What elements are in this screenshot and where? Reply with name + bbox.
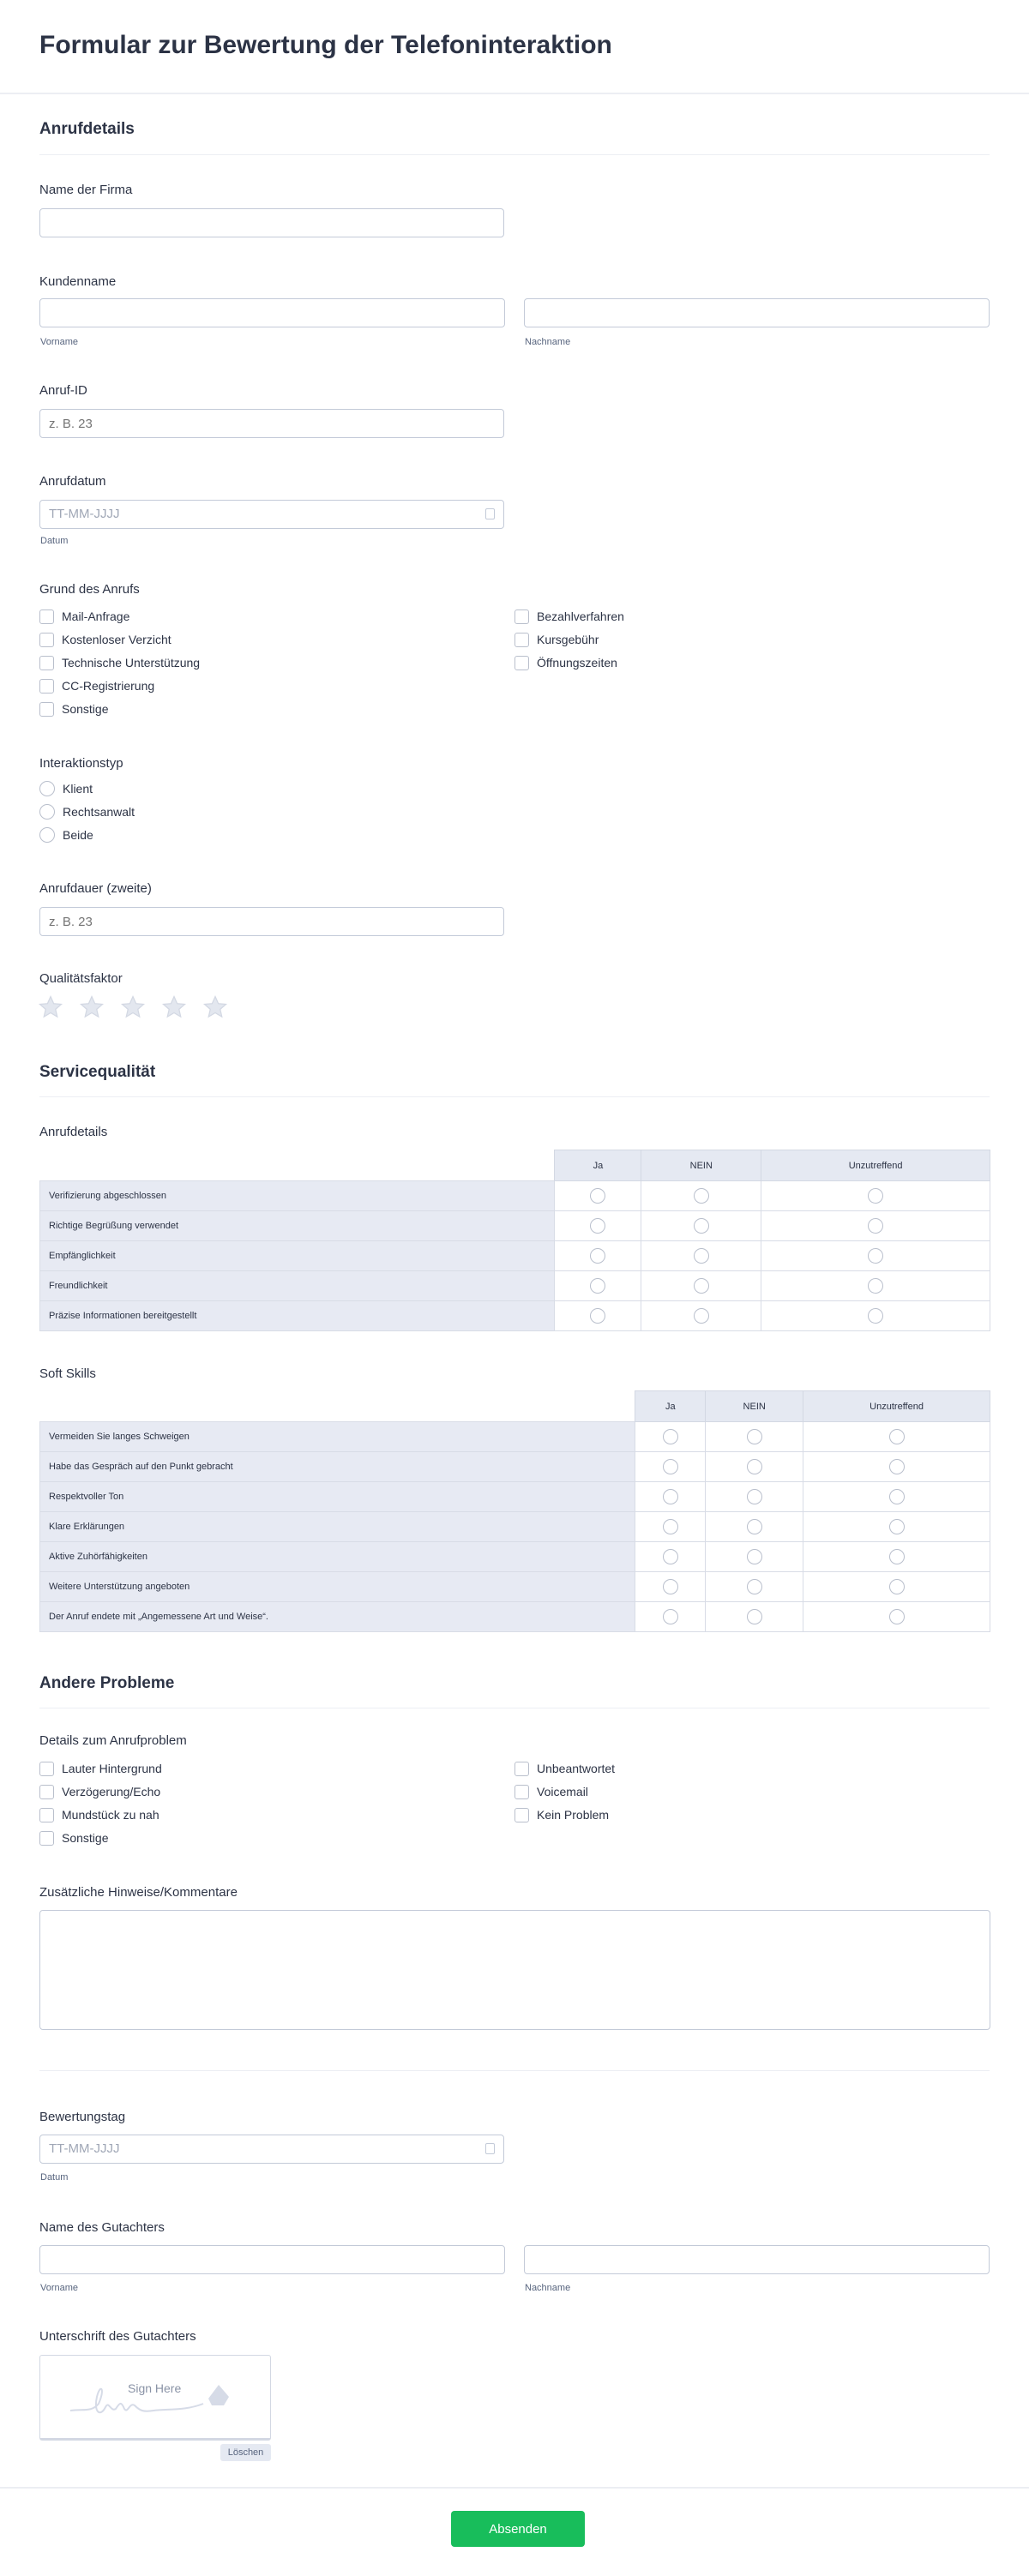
calendar-icon[interactable] — [485, 508, 495, 519]
radio[interactable] — [889, 1579, 905, 1594]
option-label: Kein Problem — [537, 1808, 610, 1822]
matrix-cell[interactable] — [706, 1422, 803, 1452]
option-label: Öffnungszeiten — [537, 656, 617, 670]
header-divider — [0, 93, 1029, 94]
star-icon[interactable] — [38, 994, 63, 1024]
radio-option[interactable] — [39, 803, 135, 820]
radio[interactable] — [694, 1308, 709, 1324]
option-label: Verzögerung/Echo — [62, 1785, 161, 1798]
checkbox-option[interactable] — [39, 700, 200, 718]
matrix-row-label: Vermeiden Sie langes Schweigen — [40, 1422, 635, 1452]
issues-label: Details zum Anrufproblem — [39, 1733, 187, 1748]
divider — [39, 2070, 990, 2071]
matrix-cell[interactable] — [635, 1542, 706, 1572]
matrix-row — [40, 1211, 990, 1241]
option-label: Klient — [63, 782, 93, 796]
radio[interactable] — [889, 1609, 905, 1624]
radio[interactable] — [747, 1489, 762, 1504]
matrix-row — [40, 1542, 990, 1572]
section-heading-call-details: Anrufdetails — [39, 120, 135, 138]
checkbox[interactable] — [39, 1808, 54, 1822]
radio[interactable] — [663, 1549, 678, 1564]
matrix-row-label: Aktive Zuhörfähigkeiten — [40, 1542, 635, 1572]
option-label: Mundstück zu nah — [62, 1808, 159, 1822]
radio[interactable] — [590, 1218, 605, 1234]
matrix-row-label: Habe das Gespräch auf den Punkt gebracht — [40, 1452, 635, 1482]
matrix-cell[interactable] — [803, 1542, 990, 1572]
option-label: Unbeantwortet — [537, 1762, 616, 1775]
matrix-cell[interactable] — [555, 1241, 641, 1271]
radio[interactable] — [889, 1519, 905, 1534]
call-date-input[interactable] — [39, 500, 504, 529]
issue-options-left — [39, 1760, 162, 1846]
radio[interactable] — [663, 1519, 678, 1534]
matrix1-label: Anrufdetails — [39, 1125, 108, 1139]
option-label: Lauter Hintergrund — [62, 1762, 162, 1775]
checkbox[interactable] — [514, 609, 529, 624]
checkbox-option[interactable] — [39, 1760, 162, 1777]
checkbox[interactable] — [39, 656, 54, 670]
matrix-cell[interactable] — [641, 1301, 761, 1331]
option-label: Sonstige — [62, 1831, 109, 1845]
matrix-row — [40, 1512, 990, 1542]
matrix-row — [40, 1181, 990, 1211]
checkbox[interactable] — [514, 656, 529, 670]
option-label: Bezahlverfahren — [537, 609, 624, 623]
matrix-row-label: Empfänglichkeit — [40, 1241, 555, 1271]
reason-options-left — [39, 608, 200, 718]
customer-first-name-input[interactable] — [39, 298, 505, 327]
matrix-column-header: Ja — [635, 1391, 706, 1422]
matrix2-label: Soft Skills — [39, 1366, 96, 1381]
matrix-row-label: Verifizierung abgeschlossen — [40, 1181, 555, 1211]
page-title: Formular zur Bewertung der Telefoninteraktion — [39, 31, 612, 59]
date-sublabel: Datum — [40, 2172, 69, 2183]
company-input[interactable] — [39, 208, 504, 237]
option-label: Technische Unterstützung — [62, 656, 201, 670]
signature-pad[interactable] — [39, 2355, 271, 2441]
checkbox[interactable] — [514, 1762, 529, 1776]
matrix-cell[interactable] — [706, 1542, 803, 1572]
section-heading-service-quality: Servicequalität — [39, 1063, 156, 1081]
star-icon[interactable] — [202, 994, 228, 1024]
matrix-row — [40, 1602, 990, 1632]
matrix-cell[interactable] — [803, 1512, 990, 1542]
divider — [39, 154, 990, 155]
matrix-cell[interactable] — [635, 1452, 706, 1482]
matrix-cell[interactable] — [635, 1602, 706, 1632]
issue-options-right — [514, 1760, 615, 1823]
signature-scribble-icon — [66, 2380, 250, 2418]
evaluator-first-name-input[interactable] — [39, 2245, 505, 2274]
reason-label: Grund des Anrufs — [39, 582, 140, 597]
evaluation-date-input[interactable] — [39, 2135, 504, 2164]
star-icon[interactable] — [120, 994, 146, 1024]
signature-label: Unterschrift des Gutachters — [39, 2329, 196, 2344]
radio[interactable] — [868, 1278, 883, 1294]
divider — [39, 1096, 990, 1097]
checkbox-option[interactable] — [39, 654, 200, 671]
matrix-row-label: Respektvoller Ton — [40, 1482, 635, 1512]
matrix-cell[interactable] — [706, 1602, 803, 1632]
customer-last-name-input[interactable] — [524, 298, 990, 327]
checkbox[interactable] — [39, 679, 54, 694]
radio[interactable] — [590, 1308, 605, 1324]
matrix-cell[interactable] — [641, 1181, 761, 1211]
matrix-cell[interactable] — [555, 1211, 641, 1241]
matrix-cell[interactable] — [803, 1602, 990, 1632]
radio[interactable] — [694, 1218, 709, 1234]
radio[interactable] — [747, 1549, 762, 1564]
option-label: Sonstige — [62, 702, 109, 716]
radio[interactable] — [747, 1429, 762, 1444]
radio[interactable] — [868, 1188, 883, 1204]
matrix-corner — [40, 1150, 555, 1181]
matrix-cell[interactable] — [803, 1482, 990, 1512]
matrix-cell[interactable] — [635, 1512, 706, 1542]
option-label: Voicemail — [537, 1785, 588, 1798]
matrix-cell[interactable] — [706, 1572, 803, 1602]
matrix-cell[interactable] — [635, 1572, 706, 1602]
matrix-column-header: Ja — [555, 1150, 641, 1181]
checkbox[interactable] — [514, 1808, 529, 1822]
matrix-cell[interactable] — [641, 1241, 761, 1271]
last-name-sublabel: Nachname — [525, 337, 571, 347]
checkbox-option[interactable] — [39, 1783, 162, 1800]
matrix-cell[interactable] — [706, 1512, 803, 1542]
matrix-row — [40, 1422, 990, 1452]
radio[interactable] — [39, 804, 55, 820]
checkbox[interactable] — [39, 1785, 54, 1799]
interaction-type-label: Interaktionstyp — [39, 756, 123, 771]
matrix-row-label: Richtige Begrüßung verwendet — [40, 1211, 555, 1241]
radio[interactable] — [868, 1218, 883, 1234]
matrix-cell[interactable] — [635, 1482, 706, 1512]
radio-option[interactable] — [39, 780, 135, 797]
checkbox-option[interactable] — [39, 608, 200, 625]
option-label: Beide — [63, 828, 93, 842]
matrix-cell[interactable] — [641, 1271, 761, 1301]
duration-input[interactable] — [39, 907, 504, 936]
option-label: Kursgebühr — [537, 633, 599, 646]
call-id-label: Anruf-ID — [39, 383, 87, 398]
checkbox-option[interactable] — [514, 1783, 615, 1800]
last-name-sublabel: Nachname — [525, 2283, 571, 2293]
matrix-column-header: NEIN — [706, 1391, 803, 1422]
radio[interactable] — [868, 1248, 883, 1264]
option-label: CC-Registrierung — [62, 679, 155, 693]
matrix-row — [40, 1452, 990, 1482]
matrix-row — [40, 1241, 990, 1271]
radio[interactable] — [39, 827, 55, 843]
section-heading-other-problems: Andere Probleme — [39, 1674, 175, 1692]
matrix-cell[interactable] — [761, 1301, 990, 1331]
radio[interactable] — [590, 1188, 605, 1204]
checkbox-option[interactable] — [514, 1760, 615, 1777]
radio[interactable] — [694, 1188, 709, 1204]
radio[interactable] — [889, 1549, 905, 1564]
radio[interactable] — [889, 1429, 905, 1444]
checkbox[interactable] — [39, 702, 54, 717]
submit-button[interactable]: Absenden — [451, 2511, 585, 2547]
radio[interactable] — [663, 1489, 678, 1504]
matrix-cell[interactable] — [803, 1452, 990, 1482]
checkbox[interactable] — [514, 633, 529, 647]
radio[interactable] — [747, 1459, 762, 1474]
matrix-cell[interactable] — [761, 1271, 990, 1301]
reason-options-right — [514, 608, 624, 671]
company-label: Name der Firma — [39, 183, 133, 197]
checkbox-option[interactable] — [39, 1806, 162, 1823]
radio[interactable] — [747, 1609, 762, 1624]
radio[interactable] — [747, 1519, 762, 1534]
duration-label: Anrufdauer (zweite) — [39, 881, 152, 896]
clear-signature-button[interactable]: Löschen — [220, 2444, 271, 2461]
matrix-cell[interactable] — [706, 1482, 803, 1512]
radio[interactable] — [39, 781, 55, 796]
quality-label: Qualitätsfaktor — [39, 971, 123, 986]
matrix-cell[interactable] — [761, 1241, 990, 1271]
sign-here-text: Sign Here — [128, 2381, 182, 2395]
checkbox[interactable] — [514, 1785, 529, 1799]
checkbox[interactable] — [39, 1831, 54, 1846]
matrix-cell[interactable] — [761, 1211, 990, 1241]
option-label: Kostenloser Verzicht — [62, 633, 172, 646]
call-details-matrix — [39, 1150, 990, 1331]
matrix-cell[interactable] — [555, 1301, 641, 1331]
evaluator-last-name-input[interactable] — [524, 2245, 990, 2274]
radio[interactable] — [889, 1459, 905, 1474]
date-placeholder: TT-MM-JJJJ — [49, 2141, 120, 2156]
matrix-row — [40, 1301, 990, 1331]
radio[interactable] — [889, 1489, 905, 1504]
checkbox[interactable] — [39, 633, 54, 647]
radio[interactable] — [663, 1459, 678, 1474]
matrix-cell[interactable] — [803, 1422, 990, 1452]
checkbox-option[interactable] — [514, 631, 624, 648]
matrix-column-header: NEIN — [641, 1150, 761, 1181]
matrix-row — [40, 1572, 990, 1602]
matrix-row-label: Weitere Unterstützung angeboten — [40, 1572, 635, 1602]
checkbox-option[interactable] — [39, 631, 200, 648]
evaluator-name-label: Name des Gutachters — [39, 2220, 165, 2235]
call-id-input[interactable] — [39, 409, 504, 438]
checkbox-option[interactable] — [514, 608, 624, 625]
customer-name-label: Kundenname — [39, 274, 117, 289]
matrix-row-label: Klare Erklärungen — [40, 1512, 635, 1542]
date-placeholder: TT-MM-JJJJ — [49, 507, 120, 521]
radio[interactable] — [590, 1248, 605, 1264]
checkbox-option[interactable] — [514, 1806, 615, 1823]
radio[interactable] — [590, 1278, 605, 1294]
radio[interactable] — [663, 1609, 678, 1624]
date-sublabel: Datum — [40, 536, 69, 546]
comments-label: Zusätzliche Hinweise/Kommentare — [39, 1885, 238, 1900]
option-label: Mail-Anfrage — [62, 609, 130, 623]
checkbox-option[interactable] — [39, 1829, 162, 1846]
checkbox-option[interactable] — [39, 677, 200, 694]
interaction-type-options — [39, 780, 135, 844]
first-name-sublabel: Vorname — [40, 337, 79, 347]
evaluation-date-label: Bewertungstag — [39, 2110, 126, 2124]
star-icon[interactable] — [161, 994, 187, 1024]
radio[interactable] — [663, 1429, 678, 1444]
matrix-row-label: Der Anruf endete mit „Angemessene Art und Weise“. — [40, 1602, 635, 1632]
footer-divider — [0, 2487, 1029, 2489]
checkbox[interactable] — [39, 1762, 54, 1776]
matrix-cell[interactable] — [803, 1572, 990, 1602]
matrix-row-label: Freundlichkeit — [40, 1271, 555, 1301]
matrix-cell[interactable] — [706, 1452, 803, 1482]
option-label: Rechtsanwalt — [63, 805, 135, 819]
radio-option[interactable] — [39, 826, 135, 844]
radio[interactable] — [663, 1579, 678, 1594]
matrix-cell[interactable] — [555, 1271, 641, 1301]
call-date-label: Anrufdatum — [39, 474, 106, 489]
star-icon[interactable] — [79, 994, 105, 1024]
comments-textarea[interactable] — [39, 1910, 990, 2030]
radio[interactable] — [868, 1308, 883, 1324]
calendar-icon[interactable] — [485, 2143, 495, 2154]
soft-skills-matrix — [39, 1390, 990, 1632]
matrix-cell[interactable] — [555, 1181, 641, 1211]
matrix-corner — [40, 1391, 635, 1422]
matrix-row-label: Präzise Informationen bereitgestellt — [40, 1301, 555, 1331]
matrix-column-header: Unzutreffend — [803, 1391, 990, 1422]
first-name-sublabel: Vorname — [40, 2283, 79, 2293]
matrix-column-header: Unzutreffend — [761, 1150, 990, 1181]
checkbox-option[interactable] — [514, 654, 624, 671]
matrix-cell[interactable] — [635, 1422, 706, 1452]
radio[interactable] — [694, 1278, 709, 1294]
matrix-cell[interactable] — [641, 1211, 761, 1241]
radio[interactable] — [694, 1248, 709, 1264]
star-rating — [38, 994, 228, 1024]
radio[interactable] — [747, 1579, 762, 1594]
matrix-row — [40, 1271, 990, 1301]
matrix-cell[interactable] — [761, 1181, 990, 1211]
checkbox[interactable] — [39, 609, 54, 624]
matrix-row — [40, 1482, 990, 1512]
